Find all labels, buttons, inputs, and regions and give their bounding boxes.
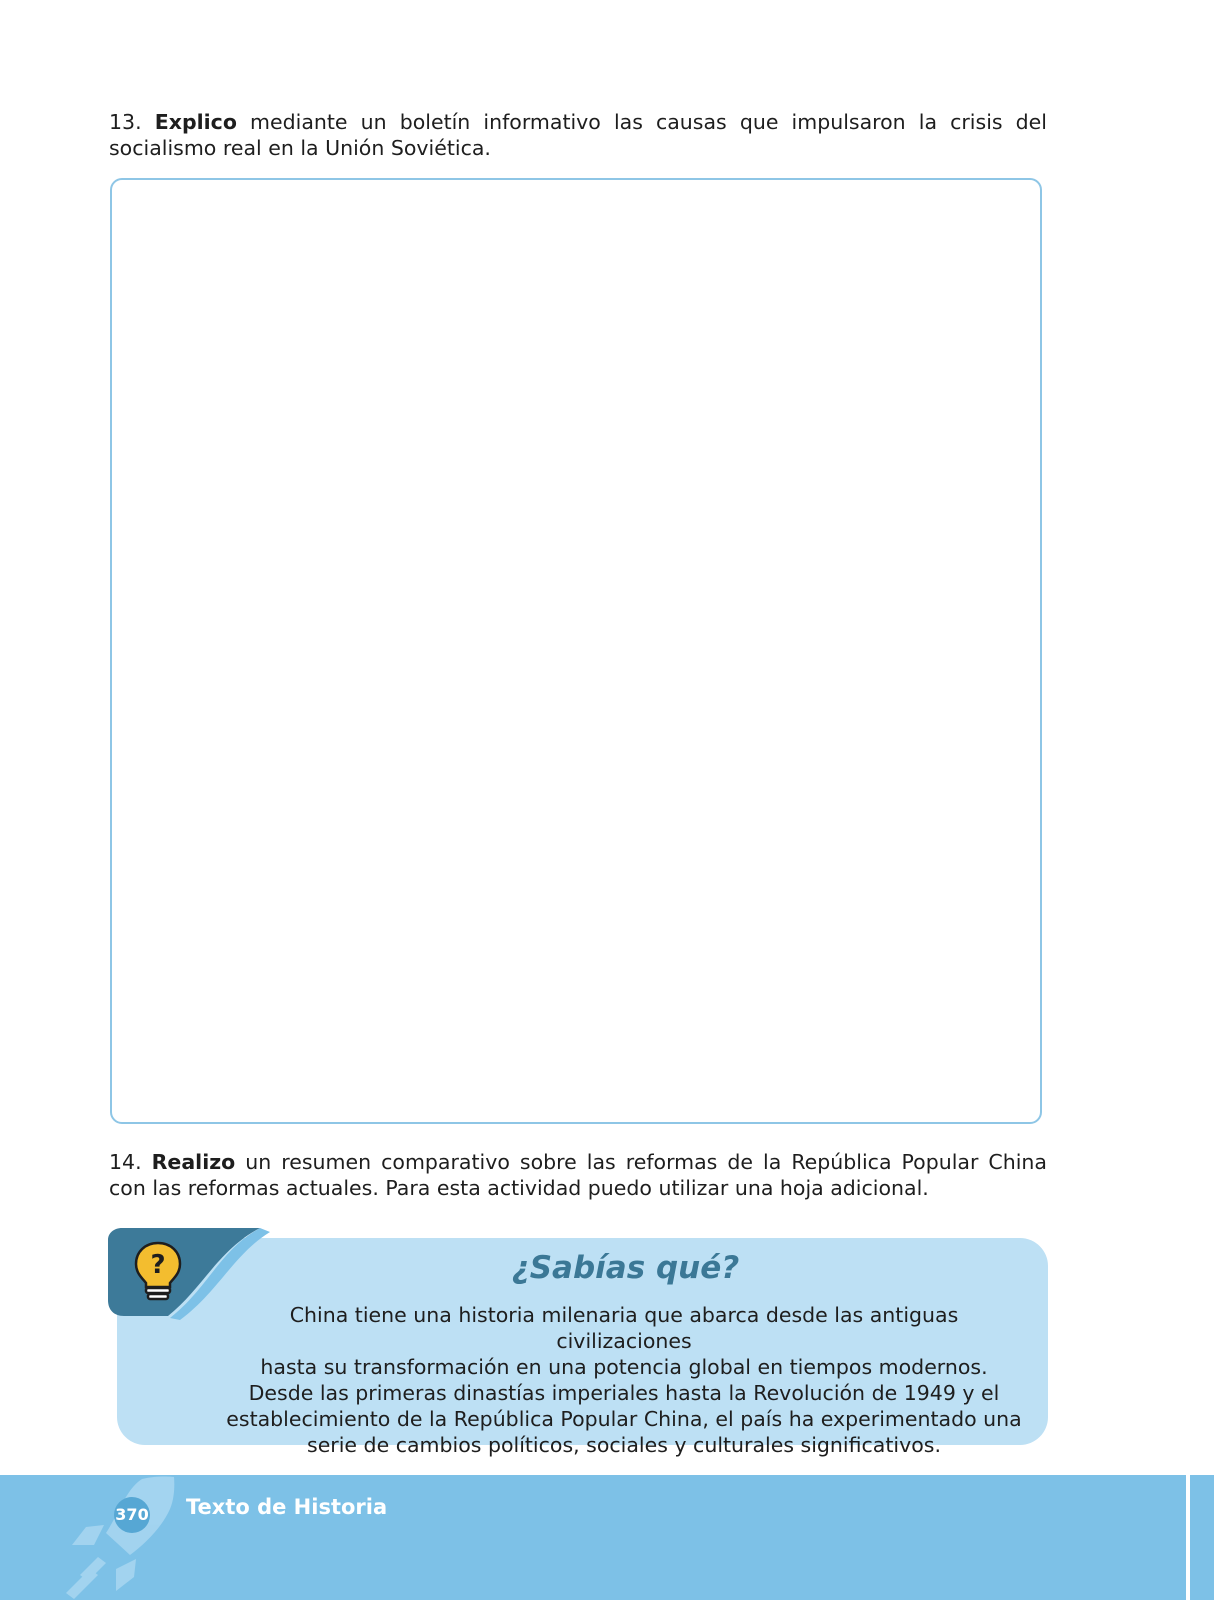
question-14-verb: Realizo xyxy=(151,1150,236,1174)
rocket-icon xyxy=(50,1475,190,1600)
footer-edge xyxy=(1190,1475,1214,1600)
question-13-number: 13. xyxy=(109,110,142,134)
fact-title: ¿Sabías qué? xyxy=(511,1250,740,1286)
fact-line: hasta su transformación en una potencia global en tiempos modernos. xyxy=(260,1355,988,1379)
question-13 xyxy=(109,109,1047,161)
fact-line: China tiene una historia milenaria que abarca desde las antiguas civilizaciones xyxy=(289,1303,959,1353)
svg-text:?: ? xyxy=(150,1250,166,1280)
question-14-text: un resumen comparativo sobre las reformas de la República Popular China con las reformas actuales. Para esta actividad puedo utilizar una hoja adicional. xyxy=(109,1150,1047,1200)
question-14-number: 14. xyxy=(109,1150,142,1174)
fact-text xyxy=(220,1302,1028,1458)
fact-line: establecimiento de la República Popular China, el país ha experimentado una xyxy=(226,1407,1022,1431)
answer-box[interactable] xyxy=(110,178,1042,1124)
footer-bar xyxy=(0,1475,1186,1600)
fact-line: serie de cambios políticos, sociales y culturales significativos. xyxy=(307,1433,941,1457)
question-14 xyxy=(109,1149,1047,1201)
page-number: 370 xyxy=(114,1497,150,1533)
fact-line: Desde las primeras dinastías imperiales hasta la Revolución de 1949 y el xyxy=(248,1381,1000,1405)
question-13-text: mediante un boletín informativo las causas que impulsaron la crisis del socialismo real en la Unión Soviética. xyxy=(109,110,1047,160)
book-title: Texto de Historia xyxy=(186,1495,388,1519)
question-13-verb: Explico xyxy=(154,110,237,134)
